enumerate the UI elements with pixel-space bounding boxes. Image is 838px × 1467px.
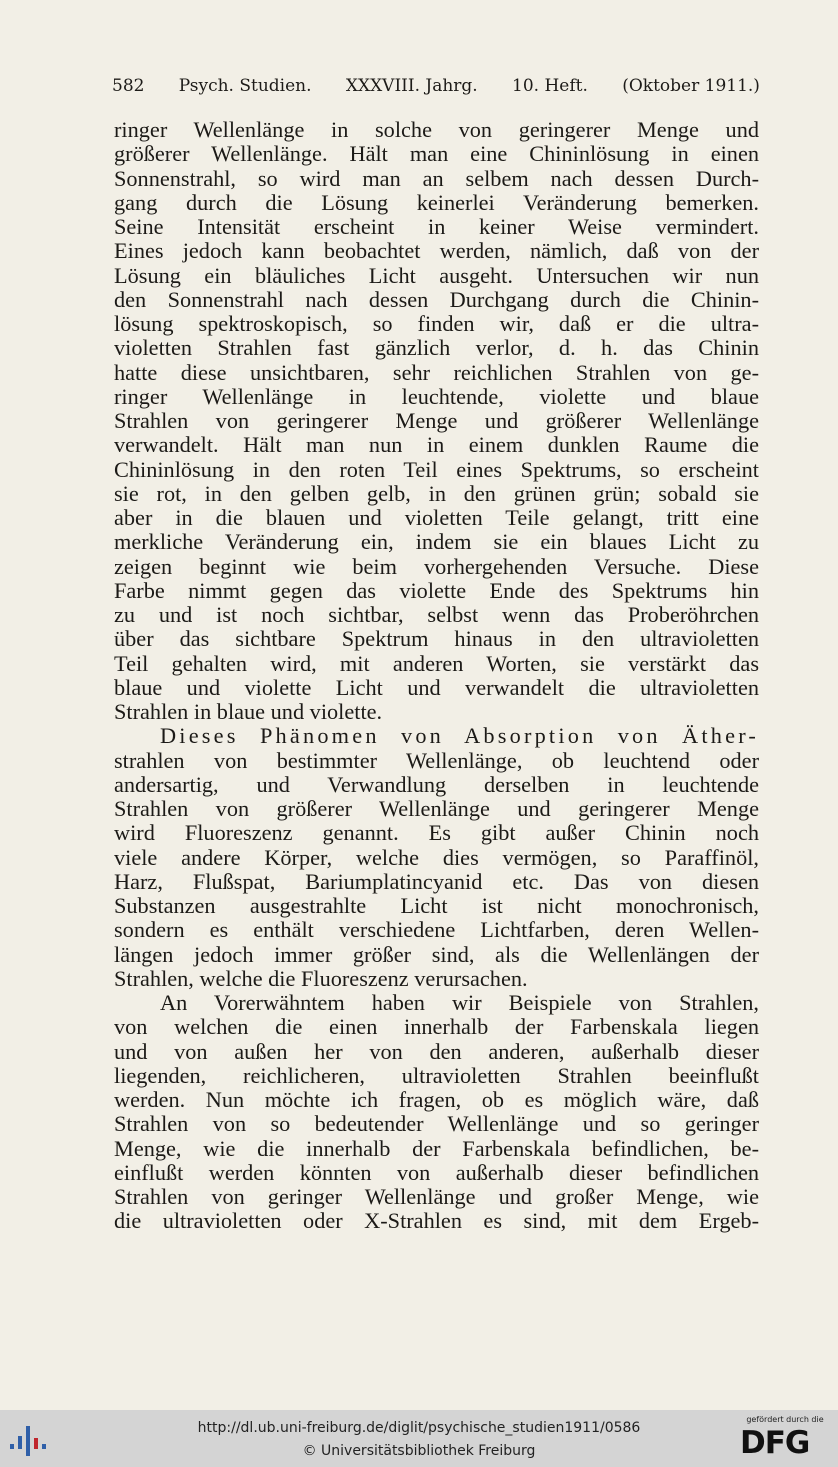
text-line: hatte diese unsichtbaren, sehr reichlichen Strahlen von ge- — [114, 359, 759, 385]
paragraph-start-line: An Vorerwähntem haben wir Beispiele von Strahlen, — [160, 990, 759, 1015]
text-line: den Sonnenstrahl nach dessen Durchgang durch die Chinin- — [114, 286, 759, 312]
text-line: Strahlen von so bedeutender Wellenlänge und so geringer — [114, 1111, 759, 1137]
text-line: liegenden, reichlicheren, ultravioletten Strahlen beeinflußt — [114, 1062, 759, 1088]
text-line: Strahlen von geringerer Menge und größerer Wellenlänge — [114, 408, 759, 433]
text-line: sie rot, in den gelben gelb, in den grünen grün; sobald sie — [114, 480, 759, 506]
text-line: Strahlen von größerer Wellenlänge und geringerer Menge — [114, 796, 759, 821]
body-text — [114, 118, 759, 1234]
issue-date: (Oktober 1911.) — [622, 76, 760, 96]
paragraph-end-line: Strahlen, welche die Fluoreszenz verursachen. — [114, 965, 528, 991]
text-line: Substanzen ausgestrahlte Licht ist nicht monochronisch, — [114, 893, 759, 918]
text-line: zu und ist noch sichtbar, selbst wenn das Proberöhrchen — [114, 602, 759, 627]
text-line: wird Fluoreszenz genannt. Es gibt außer Chinin noch — [114, 820, 759, 846]
text-line: Lösung ein bläuliches Licht ausgeht. Untersuchen wir nun — [114, 262, 759, 288]
text-line: Strahlen von geringer Wellenlänge und großer Menge, wie — [114, 1184, 759, 1209]
text-line: aber in die blauen und violetten Teile gelangt, tritt eine — [114, 505, 759, 530]
paragraph-end-line: Strahlen in blaue und violette. — [114, 699, 383, 724]
text-line: strahlen von bestimmter Wellenlänge, ob leuchtend oder — [114, 747, 759, 773]
viewer-footer — [0, 1410, 838, 1467]
paragraph-start-line: Dieses Phänomen von Absorption von Äther- — [160, 723, 759, 749]
page-number: 582 — [112, 76, 145, 96]
dfg-funding-label: gefördert durch die — [746, 1415, 824, 1424]
permalink-url[interactable]: http://dl.ub.uni-freiburg.de/diglit/psychische_studien1911/0586 — [197, 1420, 641, 1436]
text-line: Seine Intensität erscheint in keiner Weise vermindert. — [114, 214, 759, 239]
text-line: von welchen die einen innerhalb der Farbenskala liegen — [114, 1014, 759, 1040]
text-line: einflußt werden könnten von außerhalb dieser befindlichen — [114, 1159, 759, 1185]
dfg-logo — [738, 1415, 832, 1463]
text-line: Farbe nimmt gegen das violette Ende des Spektrums hin — [114, 577, 759, 603]
text-line: blaue und violette Licht und verwandelt die ultravioletten — [114, 674, 759, 700]
text-line: die ultravioletten oder X-Strahlen es sind, mit dem Ergeb- — [114, 1208, 759, 1234]
copyright-notice: © Universitätsbibliothek Freiburg — [302, 1443, 536, 1459]
dfg-wordmark: DFG — [740, 1425, 810, 1461]
text-line: Eines jedoch kann beobachtet werden, nämlich, daß von der — [114, 238, 759, 264]
text-line: Harz, Flußspat, Bariumplatincyanid etc. Das von diesen — [114, 868, 759, 894]
volume-label: XXXVIII. Jahrg. — [345, 76, 478, 96]
text-line: über das sichtbare Spektrum hinaus in den ultravioletten — [114, 626, 759, 652]
text-line: längen jedoch immer größer sind, als die Wellenlängen der — [114, 941, 759, 967]
text-line: andersartig, und Verwandlung derselben in leuchtende — [114, 771, 759, 797]
text-line: ringer Wellenlänge in solche von geringerer Menge und — [114, 117, 759, 142]
text-line: viele andere Körper, welche dies vermögen, so Paraffinöl, — [114, 844, 759, 870]
text-line: merkliche Veränderung ein, indem sie ein blaues Licht zu — [114, 529, 759, 555]
text-line: Sonnenstrahl, so wird man an selbem nach dessen Durch- — [114, 165, 759, 191]
text-line: größerer Wellenlänge. Hält man eine Chininlösung in einen — [114, 141, 759, 167]
text-line: lösung spektroskopisch, so finden wir, daß er die ultra- — [114, 311, 759, 336]
issue-label: 10. Heft. — [512, 76, 588, 96]
text-line: sondern es enthält verschiedene Lichtfarben, deren Wellen- — [114, 917, 759, 943]
journal-title: Psych. Studien. — [178, 76, 312, 96]
text-line: und von außen her von den anderen, außerhalb dieser — [114, 1038, 759, 1064]
text-line: Chininlösung in den roten Teil eines Spektrums, so erscheint — [114, 456, 759, 482]
text-line: violetten Strahlen fast gänzlich verlor, d. h. das Chinin — [114, 335, 759, 361]
text-line: zeigen beginnt wie beim vorhergehenden Versuche. Diese — [114, 553, 759, 579]
text-line: Teil gehalten wird, mit anderen Worten, sie verstärkt das — [114, 650, 759, 676]
text-line: werden. Nun möchte ich fragen, ob es möglich wäre, daß — [114, 1087, 759, 1112]
text-line: ringer Wellenlänge in leuchtende, violette und blaue — [114, 383, 759, 409]
text-line: verwandelt. Hält man nun in einem dunklen Raume die — [114, 432, 759, 458]
text-line: Menge, wie die innerhalb der Farbenskala befindlichen, be- — [114, 1135, 759, 1161]
running-head — [112, 76, 760, 102]
text-line: gang durch die Lösung keinerlei Veränderung bemerken. — [114, 189, 759, 215]
